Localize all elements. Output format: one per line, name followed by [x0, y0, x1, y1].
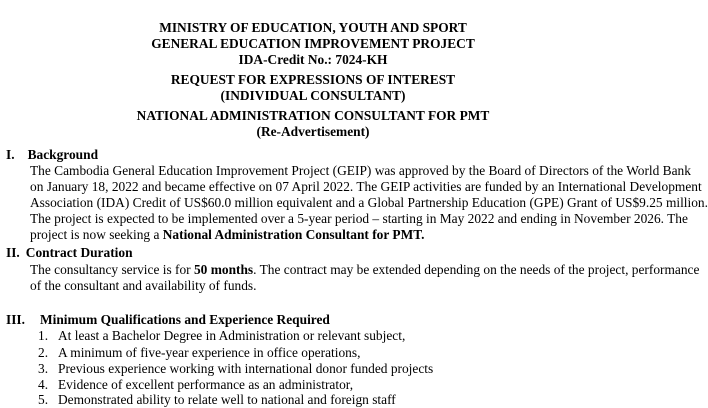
ministry-title: MINISTRY OF EDUCATION, YOUTH AND SPORT: [159, 20, 467, 35]
section-number: II.: [6, 245, 20, 260]
section-number: I.: [6, 147, 15, 162]
contract-line-1-suffix: . The contract may be extended depending on the needs of the project, performance: [253, 262, 700, 277]
list-item-number: 1.: [38, 328, 49, 343]
readvertisement-label: (Re-Advertisement): [256, 124, 370, 139]
contract-line-2: of the consultant and availability of funds.: [30, 278, 257, 293]
list-item: A minimum of five-year experience in office operations,: [58, 345, 361, 360]
list-item: Previous experience working with international donor funded projects: [58, 361, 434, 376]
section-qualifications-heading: [6, 311, 330, 328]
list-item: Evidence of excellent performance as an administrator,: [58, 377, 354, 392]
section-contract-heading: [6, 244, 133, 261]
list-item: Demonstrated ability to relate well to national and foreign staff: [58, 392, 396, 407]
background-line-5: [30, 226, 425, 243]
background-line-4: The project is expected to be implemented over a 5-year period – starting in May 2022 and ending in November 2026. The: [30, 211, 688, 226]
list-item-number: 3.: [38, 361, 49, 376]
consultant-type: (INDIVIDUAL CONSULTANT): [220, 88, 406, 103]
background-line-5-text: project is now seeking a: [30, 227, 163, 242]
background-line-2: on January 18, 2022 and became effective on 07 April 2022. The GEIP activities are funded by an International Development: [30, 179, 702, 194]
project-title: GENERAL EDUCATION IMPROVEMENT PROJECT: [151, 36, 475, 51]
list-item: At least a Bachelor Degree in Administration or relevant subject,: [58, 328, 406, 343]
background-line-3: Association (IDA) Credit of US$60.0 million equivalent and a Global Partnership Education (GPE) Grant of US$9.25 million.: [30, 195, 708, 210]
section-title: Contract Duration: [25, 245, 133, 260]
position-title: NATIONAL ADMINISTRATION CONSULTANT FOR PMT: [136, 108, 490, 123]
contract-line-1-prefix: The consultancy service is for: [30, 262, 194, 277]
section-background-heading: [6, 146, 98, 163]
credit-number: IDA-Credit No.: 7024-KH: [238, 52, 388, 67]
list-item-number: 2.: [38, 345, 49, 360]
list-item-number: 5.: [38, 392, 49, 407]
request-title: REQUEST FOR EXPRESSIONS OF INTEREST: [170, 72, 456, 87]
section-title: Minimum Qualifications and Experience Required: [39, 312, 330, 327]
section-title: Background: [27, 147, 99, 162]
contract-line-1: [30, 261, 699, 278]
background-position-emphasis: National Administration Consultant for PMT.: [162, 227, 425, 242]
background-line-1: The Cambodia General Education Improvement Project (GEIP) was approved by the Board of Directors of the World Bank: [30, 163, 691, 178]
section-number: III.: [6, 312, 25, 327]
contract-duration-emphasis: 50 months: [193, 262, 254, 277]
list-item-number: 4.: [38, 377, 49, 392]
